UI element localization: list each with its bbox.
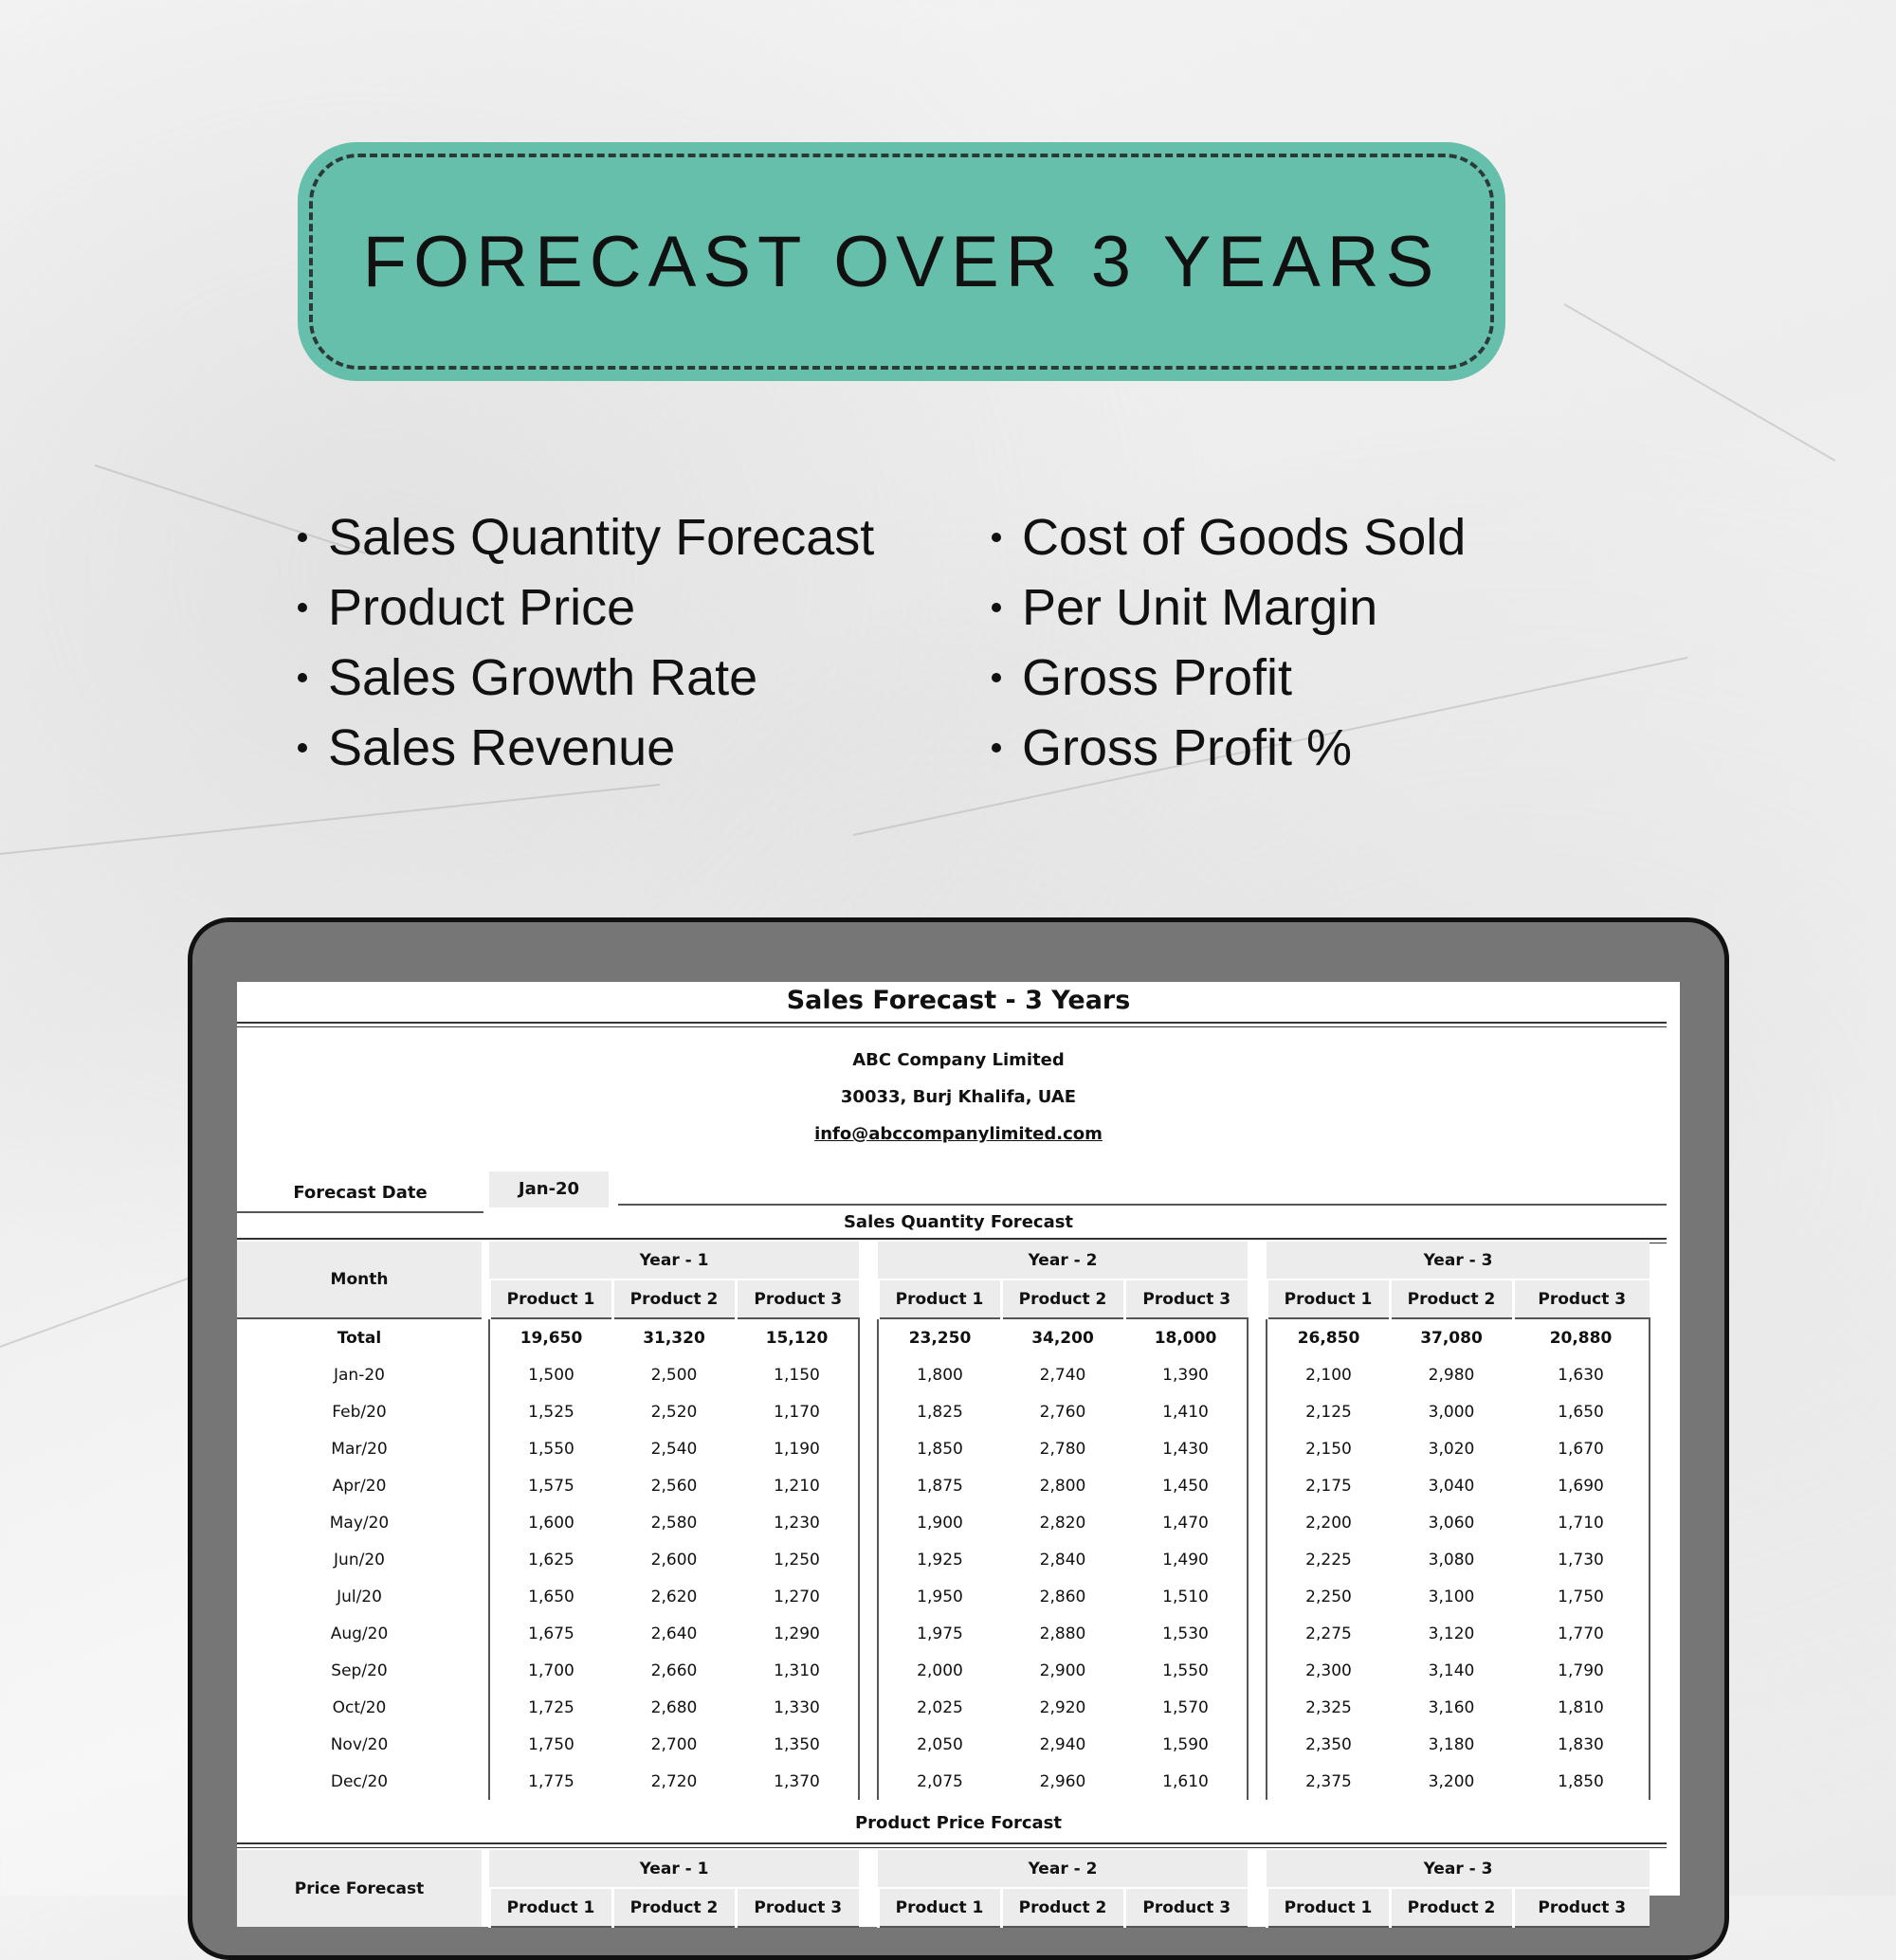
price-section-title: Product Price Forcast	[854, 1813, 1062, 1833]
table-cell[interactable]: 1,330	[736, 1689, 859, 1726]
table-cell[interactable]: 1,830	[1513, 1726, 1650, 1763]
feature-item: Sales Revenue	[298, 713, 874, 783]
year-header: Year - 3	[1267, 1242, 1650, 1279]
table-cell[interactable]: 1,700	[489, 1652, 612, 1689]
table-cell[interactable]: 1,675	[489, 1615, 612, 1652]
spacer-cell	[859, 1615, 878, 1652]
product-header: Product 3	[1124, 1279, 1248, 1318]
month-header: Month	[237, 1242, 482, 1318]
table-cell[interactable]: 1,875	[878, 1467, 1001, 1504]
table-cell[interactable]: 1,810	[1513, 1689, 1650, 1726]
table-cell[interactable]: 2,880	[1039, 1624, 1086, 1643]
spacer-cell	[1248, 1467, 1267, 1504]
table-cell[interactable]: 1,670	[1513, 1430, 1650, 1467]
table-cell[interactable]: 1,725	[489, 1689, 612, 1726]
table-cell[interactable]: 1,900	[878, 1504, 1001, 1541]
table-cell[interactable]: 2,350	[1267, 1726, 1390, 1763]
table-row	[237, 1393, 1650, 1430]
table-cell[interactable]: 2,200	[1267, 1504, 1390, 1541]
divider	[237, 1842, 1667, 1848]
price-table	[237, 1850, 1650, 1928]
spacer-cell	[482, 1652, 489, 1689]
marble-vein	[0, 784, 660, 855]
table-cell[interactable]: 2,325	[1267, 1689, 1390, 1726]
spacer-cell	[859, 1504, 878, 1541]
table-cell[interactable]: 2,940	[1039, 1734, 1086, 1754]
spacer-cell	[482, 1504, 489, 1541]
table-cell[interactable]: 2,275	[1267, 1615, 1390, 1652]
spacer-cell	[859, 1318, 878, 1356]
product-header: Product 1	[878, 1888, 1001, 1927]
feature-list-right	[992, 502, 1466, 783]
month-cell: Oct/20	[332, 1697, 387, 1717]
table-row	[237, 1504, 1650, 1541]
table-cell[interactable]: 1,210	[736, 1467, 859, 1504]
table-cell[interactable]: 1,490	[1124, 1541, 1248, 1578]
company-name: ABC Company Limited	[852, 1050, 1065, 1070]
table-cell[interactable]: 3,180	[1428, 1734, 1475, 1754]
product-header: Product 1	[878, 1279, 1001, 1318]
product-header: Product 3	[1124, 1888, 1248, 1927]
table-cell[interactable]: 2,540	[650, 1439, 698, 1459]
table-row	[237, 1541, 1650, 1578]
feature-item: Sales Growth Rate	[298, 643, 874, 713]
spacer-cell	[859, 1467, 878, 1504]
table-cell[interactable]: 1,610	[1124, 1763, 1248, 1800]
forecast-date-label: Forecast Date	[237, 1175, 483, 1213]
table-cell[interactable]: 2,720	[650, 1771, 698, 1791]
table-cell[interactable]: 1,590	[1124, 1726, 1248, 1763]
table-cell[interactable]: 1,770	[1513, 1615, 1650, 1652]
table-cell[interactable]: 18,000	[1124, 1318, 1248, 1356]
table-cell[interactable]: 1,925	[878, 1541, 1001, 1578]
month-cell: Jan-20	[334, 1365, 385, 1385]
spacer-cell	[482, 1726, 489, 1763]
bullet-icon	[992, 673, 1001, 682]
table-cell[interactable]: 1,350	[736, 1726, 859, 1763]
table-cell[interactable]: 2,740	[1039, 1365, 1086, 1385]
table-cell[interactable]: 1,370	[736, 1763, 859, 1800]
table-cell[interactable]: 1,310	[736, 1652, 859, 1689]
month-cell: Aug/20	[330, 1624, 389, 1643]
spacer-cell	[859, 1689, 878, 1726]
table-cell[interactable]: 2,580	[650, 1513, 698, 1533]
feature-item: Gross Profit %	[992, 713, 1466, 783]
table-cell[interactable]: 3,160	[1428, 1697, 1475, 1717]
table-cell[interactable]: 19,650	[489, 1318, 612, 1356]
table-cell[interactable]: 3,080	[1428, 1550, 1475, 1570]
table-cell[interactable]: 3,200	[1428, 1771, 1475, 1791]
quantity-table	[237, 1242, 1650, 1800]
bullet-icon	[992, 743, 1001, 753]
banner-title: FORECAST OVER 3 YEARS	[362, 221, 1441, 302]
bullet-icon	[298, 603, 307, 612]
table-cell[interactable]: 31,320	[643, 1328, 705, 1348]
product-header: Product 2	[612, 1888, 736, 1927]
divider	[237, 1022, 1667, 1027]
month-cell: Jul/20	[337, 1587, 382, 1606]
spacer-cell	[1248, 1726, 1267, 1763]
table-cell[interactable]: 2,150	[1267, 1430, 1390, 1467]
table-cell[interactable]: 2,000	[878, 1652, 1001, 1689]
year-header: Year - 1	[489, 1850, 859, 1888]
product-header: Product 3	[1513, 1888, 1650, 1927]
table-cell[interactable]: 2,620	[650, 1587, 698, 1606]
quantity-section-title: Sales Quantity Forecast	[843, 1212, 1074, 1232]
email-row	[237, 1124, 1680, 1144]
table-cell[interactable]: 1,650	[1513, 1393, 1650, 1430]
table-cell[interactable]: 1,570	[1124, 1689, 1248, 1726]
month-cell: Sep/20	[331, 1661, 388, 1680]
product-header: Product 1	[489, 1888, 612, 1927]
bullet-icon	[298, 743, 307, 753]
table-row	[237, 1689, 1650, 1726]
product-header: Product 1	[489, 1279, 612, 1318]
table-cell[interactable]: 2,660	[650, 1661, 698, 1680]
table-cell[interactable]: 1,190	[736, 1430, 859, 1467]
table-cell[interactable]: 2,980	[1428, 1365, 1475, 1385]
table-cell[interactable]: 1,450	[1124, 1467, 1248, 1504]
bullet-icon	[992, 603, 1001, 612]
product-header: Product 3	[1513, 1279, 1650, 1318]
table-cell[interactable]: 1,410	[1124, 1393, 1248, 1430]
table-cell[interactable]: 1,250	[736, 1541, 859, 1578]
table-cell[interactable]: 1,270	[736, 1578, 859, 1615]
spacer-cell	[482, 1467, 489, 1504]
table-cell[interactable]: 2,820	[1039, 1513, 1086, 1533]
table-cell[interactable]: 1,290	[736, 1615, 859, 1652]
spacer-cell	[1248, 1393, 1267, 1430]
spacer-cell	[859, 1726, 878, 1763]
table-cell[interactable]: 1,500	[489, 1356, 612, 1393]
year-header: Year - 3	[1267, 1850, 1650, 1888]
table-cell[interactable]: 1,750	[1513, 1578, 1650, 1615]
table-cell[interactable]: 1,825	[878, 1393, 1001, 1430]
table-cell[interactable]: 3,100	[1428, 1587, 1475, 1606]
table-cell[interactable]: 1,530	[1124, 1615, 1248, 1652]
spreadsheet	[237, 982, 1680, 1917]
spacer-cell	[482, 1318, 489, 1356]
month-cell: Mar/20	[331, 1439, 388, 1459]
company-email-link[interactable]: info@abccompanylimited.com	[814, 1124, 1103, 1144]
table-cell[interactable]: 1,975	[878, 1615, 1001, 1652]
spacer-cell	[482, 1356, 489, 1393]
spacer-cell	[859, 1763, 878, 1800]
table-cell[interactable]: 2,375	[1267, 1763, 1390, 1800]
spacer-cell	[1248, 1504, 1267, 1541]
title-banner	[298, 142, 1505, 381]
table-cell[interactable]: 1,625	[489, 1541, 612, 1578]
table-cell[interactable]: 1,430	[1124, 1430, 1248, 1467]
table-cell[interactable]: 2,960	[1039, 1771, 1086, 1791]
spacer-cell	[1248, 1430, 1267, 1467]
table-cell[interactable]: 1,650	[489, 1578, 612, 1615]
spacer-cell	[482, 1541, 489, 1578]
table-cell[interactable]: 2,760	[1039, 1402, 1086, 1422]
spacer-cell	[1248, 1541, 1267, 1578]
month-cell: Jun/20	[334, 1550, 385, 1570]
spacer-cell	[1248, 1689, 1267, 1726]
table-cell[interactable]: 1,150	[736, 1356, 859, 1393]
month-cell: May/20	[329, 1513, 390, 1533]
spacer-cell	[482, 1393, 489, 1430]
spacer-cell	[1248, 1356, 1267, 1393]
table-cell[interactable]: 3,120	[1428, 1624, 1475, 1643]
bullet-icon	[992, 533, 1001, 542]
year-header: Year - 2	[878, 1242, 1248, 1279]
table-cell[interactable]: 2,500	[650, 1365, 698, 1385]
table-cell[interactable]: 1,600	[489, 1504, 612, 1541]
table-cell[interactable]: 2,920	[1039, 1697, 1086, 1717]
table-cell[interactable]: 1,950	[878, 1578, 1001, 1615]
spacer-cell	[1248, 1578, 1267, 1615]
table-cell[interactable]: 2,025	[878, 1689, 1001, 1726]
table-cell[interactable]: 2,125	[1267, 1393, 1390, 1430]
table-cell[interactable]: 1,775	[489, 1763, 612, 1800]
table-row	[237, 1726, 1650, 1763]
spacer-cell	[482, 1763, 489, 1800]
feature-item: Cost of Goods Sold	[992, 502, 1466, 572]
month-cell: Apr/20	[332, 1476, 387, 1496]
spacer-cell	[859, 1430, 878, 1467]
table-cell[interactable]: 2,900	[1039, 1661, 1086, 1680]
product-header: Product 1	[1267, 1888, 1390, 1927]
bullet-icon	[298, 533, 307, 542]
table-cell[interactable]: 1,710	[1513, 1504, 1650, 1541]
month-cell: Total	[337, 1328, 382, 1348]
table-row	[237, 1615, 1650, 1652]
table-cell[interactable]: 1,550	[1124, 1652, 1248, 1689]
marble-vein	[0, 1275, 196, 1348]
feature-list-left	[298, 502, 874, 783]
table-cell[interactable]: 1,790	[1513, 1652, 1650, 1689]
spacer-cell	[1248, 1318, 1267, 1356]
table-cell[interactable]: 2,680	[650, 1697, 698, 1717]
table-cell[interactable]: 2,640	[650, 1624, 698, 1643]
spacer-cell	[859, 1356, 878, 1393]
table-cell[interactable]: 2,175	[1267, 1467, 1390, 1504]
spacer-cell	[482, 1430, 489, 1467]
table-cell[interactable]: 3,020	[1428, 1439, 1475, 1459]
product-header: Product 2	[612, 1279, 736, 1318]
product-header: Product 2	[1390, 1888, 1513, 1927]
table-row	[237, 1356, 1650, 1393]
month-cell: Feb/20	[332, 1402, 387, 1422]
table-row	[237, 1652, 1650, 1689]
spacer-cell	[1248, 1615, 1267, 1652]
product-header: Product 2	[1001, 1279, 1124, 1318]
table-cell[interactable]: 2,100	[1267, 1356, 1390, 1393]
table-row	[237, 1763, 1650, 1800]
spacer-cell	[482, 1578, 489, 1615]
table-cell[interactable]: 1,390	[1124, 1356, 1248, 1393]
table-cell[interactable]: 2,520	[650, 1402, 698, 1422]
table-row	[237, 1467, 1650, 1504]
forecast-date-value[interactable]: Jan-20	[489, 1171, 609, 1207]
month-cell: Nov/20	[330, 1734, 389, 1754]
spacer-cell	[482, 1615, 489, 1652]
divider	[618, 1204, 1667, 1206]
table-cell[interactable]: 2,300	[1267, 1652, 1390, 1689]
table-cell[interactable]: 1,470	[1124, 1504, 1248, 1541]
table-cell[interactable]: 20,880	[1513, 1318, 1650, 1356]
table-cell[interactable]: 2,600	[650, 1550, 698, 1570]
price-forecast-header: Price Forecast	[237, 1850, 482, 1927]
table-cell[interactable]: 15,120	[736, 1318, 859, 1356]
marble-vein	[1564, 303, 1836, 462]
table-cell[interactable]: 3,140	[1428, 1661, 1475, 1680]
feature-item: Sales Quantity Forecast	[298, 502, 874, 572]
table-cell[interactable]: 1,510	[1124, 1578, 1248, 1615]
feature-item: Gross Profit	[992, 643, 1466, 713]
table-cell[interactable]: 2,800	[1039, 1476, 1086, 1496]
table-cell[interactable]: 2,225	[1267, 1541, 1390, 1578]
table-cell[interactable]: 2,840	[1039, 1550, 1086, 1570]
table-cell[interactable]: 23,250	[878, 1318, 1001, 1356]
table-cell[interactable]: 34,200	[1031, 1328, 1094, 1348]
table-cell[interactable]: 2,780	[1039, 1439, 1086, 1459]
table-cell[interactable]: 1,850	[1513, 1763, 1650, 1800]
spacer-cell	[1248, 1652, 1267, 1689]
feature-item: Per Unit Margin	[992, 572, 1466, 643]
table-cell[interactable]: 2,700	[650, 1734, 698, 1754]
year-header: Year - 1	[489, 1242, 859, 1279]
bullet-icon	[298, 673, 307, 682]
table-cell[interactable]: 3,060	[1428, 1513, 1475, 1533]
table-cell[interactable]: 1,850	[878, 1430, 1001, 1467]
spacer-cell	[859, 1652, 878, 1689]
table-cell[interactable]: 26,850	[1267, 1318, 1390, 1356]
table-cell[interactable]: 2,250	[1267, 1578, 1390, 1615]
table-cell[interactable]: 1,170	[736, 1393, 859, 1430]
company-address: 30033, Burj Khalifa, UAE	[840, 1087, 1077, 1107]
table-cell[interactable]: 1,800	[878, 1356, 1001, 1393]
table-cell[interactable]: 37,080	[1420, 1328, 1483, 1348]
spacer-cell	[482, 1689, 489, 1726]
table-cell[interactable]: 1,230	[736, 1504, 859, 1541]
month-cell: Dec/20	[330, 1771, 389, 1791]
product-header: Product 1	[1267, 1279, 1390, 1318]
table-cell[interactable]: 1,730	[1513, 1541, 1650, 1578]
table-cell[interactable]: 2,075	[878, 1763, 1001, 1800]
product-header: Product 3	[736, 1279, 859, 1318]
table-cell[interactable]: 2,050	[878, 1726, 1001, 1763]
table-row	[237, 1430, 1650, 1467]
spacer-cell	[859, 1541, 878, 1578]
year-header: Year - 2	[878, 1850, 1248, 1888]
table-cell[interactable]: 3,040	[1428, 1476, 1475, 1496]
banner-dashed-border	[309, 154, 1494, 370]
product-header: Product 3	[736, 1888, 859, 1927]
table-cell[interactable]: 1,750	[489, 1726, 612, 1763]
table-cell[interactable]: 2,560	[650, 1476, 698, 1496]
table-cell[interactable]: 3,000	[1428, 1402, 1475, 1422]
table-cell[interactable]: 1,575	[489, 1467, 612, 1504]
table-cell[interactable]: 1,550	[489, 1430, 612, 1467]
quantity-table-body	[237, 1318, 1650, 1800]
sheet-title: Sales Forecast - 3 Years	[786, 986, 1131, 1015]
spacer-cell	[859, 1578, 878, 1615]
table-cell[interactable]: 1,630	[1513, 1356, 1650, 1393]
table-cell[interactable]: 2,860	[1039, 1587, 1086, 1606]
spacer-cell	[859, 1393, 878, 1430]
table-row	[237, 1578, 1650, 1615]
spacer-cell	[1248, 1763, 1267, 1800]
feature-item: Product Price	[298, 572, 874, 643]
table-cell[interactable]: 1,525	[489, 1393, 612, 1430]
total-row	[237, 1318, 1650, 1356]
product-header: Product 2	[1390, 1279, 1513, 1318]
product-header: Product 2	[1001, 1888, 1124, 1927]
table-cell[interactable]: 1,690	[1513, 1467, 1650, 1504]
